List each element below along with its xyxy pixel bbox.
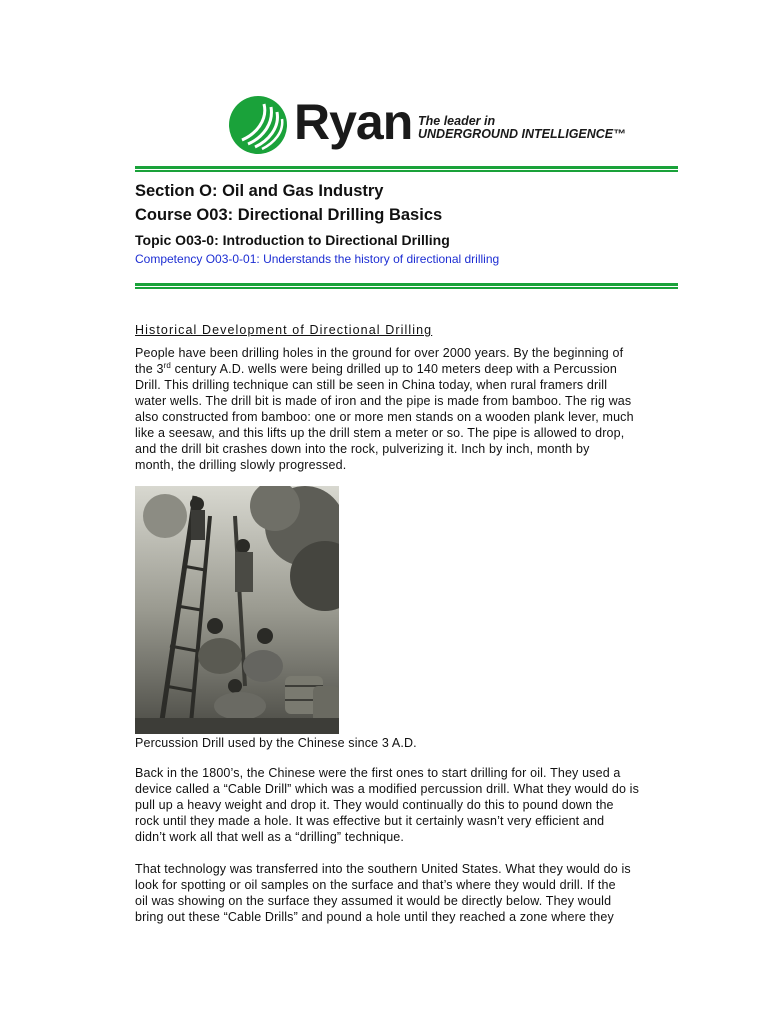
text-line: also constructed from bamboo: one or more men stands on a wooden plank lever, much (135, 410, 634, 424)
bottom-divider (135, 283, 678, 289)
percussion-drill-illustration (135, 486, 339, 734)
text-line: People have been drilling holes in the ground for over 2000 years. By the beginning of (135, 346, 624, 360)
logo-wordmark: Ryan (294, 94, 413, 150)
topic-title: Topic O03-0: Introduction to Directional Drilling (135, 232, 450, 248)
text-line: device called a “Cable Drill” which was a modified percussion drill. What they would do is (135, 782, 639, 796)
text-line: bring out these “Cable Drills” and pound a hole until they reached a zone where they (135, 910, 614, 924)
text-line: oil was showing on the surface they assumed it would be directly below. They would (135, 894, 612, 908)
text-line: the 3rd century A.D. wells were being drilled up to 140 meters deep with a Percussion (135, 360, 617, 376)
text-line: didn’t work all that well as a “drilling” technique. (135, 830, 405, 844)
text-line: look for spotting or oil samples on the surface and that’s where they would drill. If the (135, 878, 616, 892)
paragraph-2 (135, 765, 683, 845)
text-line: pull up a heavy weight and drop it. They would continually do this to pound down the (135, 798, 614, 812)
course-title: Course O03: Directional Drilling Basics (135, 206, 443, 224)
competency-line: Competency O03-0-01: Understands the history of directional drilling (135, 252, 500, 266)
percussion-drill-photo (135, 486, 339, 734)
text-line: and the drill bit crashes down into the rock, pulverizing it. Inch by inch, month by (135, 442, 590, 456)
section-title: Section O: Oil and Gas Industry (135, 182, 384, 200)
text-line: like a seesaw, and this lifts up the drill stem a meter or so. The pipe is allowed to drop, (135, 426, 625, 440)
text-line: month, the drilling slowly progressed. (135, 458, 347, 472)
text-line: water wells. The drill bit is made of iron and the pipe is made from bamboo. The rig was (135, 394, 632, 408)
paragraph-3 (135, 861, 683, 925)
top-divider (135, 166, 678, 172)
text-line: Back in the 1800’s, the Chinese were the first ones to start drilling for oil. They used a (135, 766, 621, 780)
text-line: That technology was transferred into the southern United States. What they would do is (135, 862, 631, 876)
text-line: rock until they made a hole. It was effective but it certainly wasn’t very efficient and (135, 814, 605, 828)
logo-tagline-line2: UNDERGROUND INTELLIGENCE™ (418, 127, 626, 141)
photo-caption: Percussion Drill used by the Chinese since 3 A.D. (135, 736, 417, 750)
logo-tagline-line1: The leader in (418, 114, 496, 128)
section-heading: Historical Development of Directional Drilling (135, 323, 433, 337)
paragraph-1 (135, 345, 683, 473)
text-line: Drill. This drilling technique can still be seen in China today, when rural framers drill (135, 378, 608, 392)
ryan-swoosh-icon (228, 94, 288, 156)
ryan-logo (228, 92, 626, 160)
